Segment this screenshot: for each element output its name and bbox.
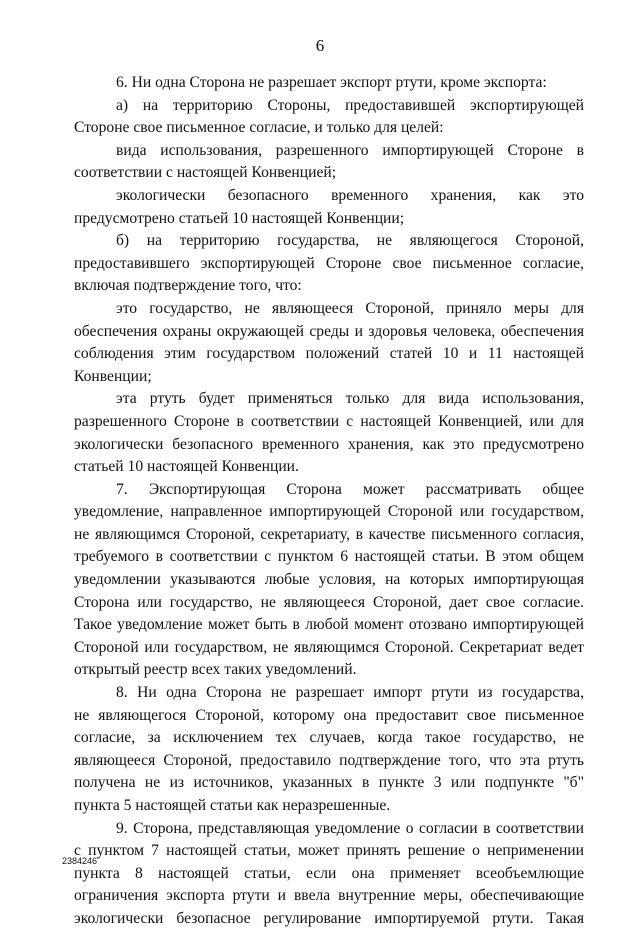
text-line: являющееся Стороной, предоставило подтверждение того, что эта ртуть (74, 751, 584, 769)
text-line: обеспечения охраны окружающей среды и здоровья человека, обеспечения (74, 322, 584, 340)
text-line: б) на территорию государства, не являющегося Стороной, (116, 232, 584, 250)
text-line: а) на территорию Стороны, предоставившей экспортирующей (116, 96, 584, 114)
text-line: с пунктом 7 настоящей статьи, может принять решение о неприменении (74, 842, 584, 860)
text-line: пункта 8 настоящей статьи, если она применяет всеобъемлющие (74, 864, 584, 882)
text-line: разрешенного Стороне в соответствии с настоящей Конвенцией, или для (74, 412, 584, 430)
text-line: статьей 10 настоящей Конвенции. (74, 458, 299, 476)
text-line: экологически безопасное регулирование импортируемой ртути. Такая (74, 909, 584, 927)
text-line: это государство, не являющееся Стороной, приняло меры для (116, 299, 584, 317)
text-line: соблюдения этим государством положений статей 10 и 11 настоящей (74, 345, 584, 363)
text-line: экологически безопасного временного хранения, как это (116, 186, 584, 204)
text-line: предусмотрено статьей 10 настоящей Конвенции; (74, 209, 405, 227)
text-line: Конвенции; (74, 367, 152, 385)
text-line: предоставившего экспортирующей Стороне свое письменное согласие, (74, 254, 584, 272)
text-line: не являющегося Стороной, которому она предоставит свое письменное (74, 706, 584, 724)
text-line: экологически безопасного временного хранения, как это предусмотрено (74, 435, 584, 453)
text-line: 6. Ни одна Сторона не разрешает экспорт ртути, кроме экспорта: (116, 74, 547, 91)
text-line: Такое уведомление может быть в любой момент отозвано импортирующей (74, 616, 584, 634)
text-line: открытый реестр всех таких уведомлений. (74, 661, 357, 679)
text-line: 9. Сторона, представляющая уведомление о согласии в соответствии (116, 819, 584, 837)
text-line: соответствии с настоящей Конвенцией; (74, 164, 337, 182)
text-line: Стороной или государством, не являющимся Стороной. Секретариат ведет (74, 638, 584, 656)
text-line: получена не из источников, указанных в пункте 3 или подпункте "б" (74, 774, 584, 792)
text-line: вида использования, разрешенного импортирующей Стороне в (116, 141, 584, 159)
page-number: 6 (315, 36, 325, 55)
text-line: ограничения экспорта ртути и ввела внутренние меры, обеспечивающие (74, 887, 584, 905)
document-body (74, 72, 584, 931)
text-line: пункта 5 настоящей статьи как неразрешенные. (74, 797, 391, 814)
text-line: Стороне свое письменное согласие, и только для целей: (74, 119, 444, 137)
text-line: 7. Экспортирующая Сторона может рассматривать общее (116, 480, 584, 498)
text-line: согласие, за исключением тех случаев, когда такое государство, не (74, 729, 584, 747)
text-line: 8. Ни одна Сторона не разрешает импорт ртути из государства, (116, 684, 584, 702)
text-line: эта ртуть будет применяться только для вида использования, (116, 390, 584, 408)
text-line: не являющимся Стороной, секретариату, в качестве письменного согласия, (74, 525, 584, 543)
text-line: Сторона или государство, не являющееся Стороной, дает свое согласие. (74, 593, 584, 611)
document-code: 2384246 (62, 856, 98, 866)
text-line: уведомление, направленное импортирующей Стороной или государством, (74, 503, 584, 521)
text-line: уведомлении указываются любые условия, на которых импортирующая (74, 571, 584, 589)
text-line: включая подтверждение того, что: (74, 277, 302, 295)
text-line: требуемого в соответствии с пунктом 6 настоящей статьи. В этом общем (74, 548, 584, 566)
